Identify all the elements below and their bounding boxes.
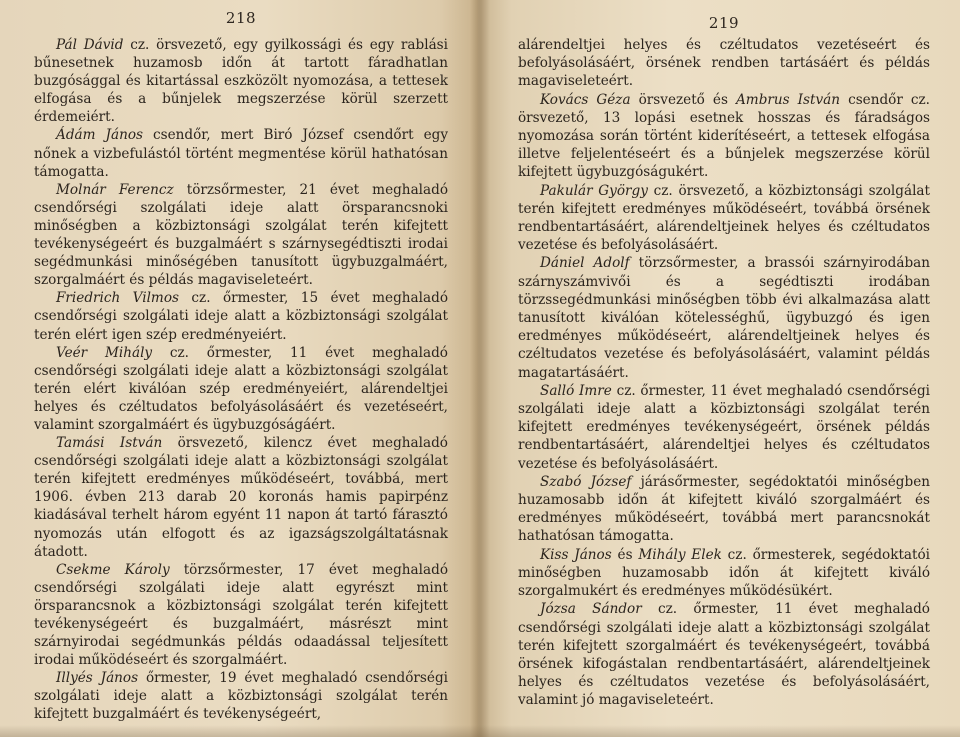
paragraph [34, 561, 448, 670]
paragraph-text: és [611, 546, 639, 563]
person-name: Ádám János [56, 127, 143, 144]
paragraph-text: örsvezető és [630, 91, 736, 108]
paragraph-text: cz. őrmester, 11 évet meghaladó csendőrségi szolgálati ideje alatt a közbiztonsági szolgálat terén elért kiválóan szép eredményeiért, alárendeltjei helyes és czéltudatos befolyásolásáért és vezetéseért, valamint szorgalmáért és ügybuzgóságáért. [34, 344, 448, 433]
paragraph [34, 434, 448, 561]
paragraph-text: cz. őrmester, 11 évet meghaladó csendőrségi szolgálati ideje alatt a közbiztonsági szolgálat terén kifejtett eredményes tevékenységeért, örsének példás rendbentartásáért, alárendeltjei helyes és czéltudatos vezetése és befolyásolásáért. [518, 382, 931, 472]
page-edge-shadow [478, 725, 960, 737]
right-page-text [518, 36, 930, 710]
paragraph [518, 600, 930, 709]
paragraph [34, 181, 448, 290]
paragraph [34, 344, 448, 434]
person-name: Friedrich Vilmos [56, 290, 179, 307]
paragraph-text: törzsőrmester, 21 évet meghaladó csendőrségi szolgálati ideje alatt örsparancsnoki minőségben a közbiztonsági szolgálat terén kifejtett tevékenységeért és buzgalmáért s szárnysegédtiszti irodai segédmunkási minőségében tanusított ügybuzgalmáért, szorgalmáért és példás magaviseleteért. [34, 181, 449, 289]
person-name: Dániel Adolf [540, 255, 630, 272]
paragraph [518, 91, 930, 182]
paragraph [518, 546, 930, 601]
person-name: Pakulár György [540, 182, 648, 199]
person-name: Ambrus István [735, 91, 841, 108]
paragraph-text: csendőr, mert Biró József csendőrt egy nőnek a vizbefulástól történt megmentése körül hathatósan támogatta. [34, 127, 448, 180]
person-name: Mihály Elek [638, 546, 722, 563]
right-page [478, 0, 960, 737]
paragraph-text: cz. örsvezető, a közbiztonsági szolgálat terén kifejtett eredményes működéseért, továbbá örsének rendbentartásáért, alárendeltjeinek helyes és czéltudatos vezetése és befolyásolásáért. [518, 182, 930, 254]
continuation-paragraph: alárendeltjei helyes és czéltudatos vezetéseért és befolyásolásáért, örsének rendben tartásáért és példás magaviseleteért. [518, 37, 930, 90]
paragraph [518, 254, 930, 381]
person-name: Szabó József [540, 473, 632, 490]
paragraph [518, 382, 930, 473]
page-number-left: 218 [225, 9, 257, 27]
page-number-right: 219 [708, 14, 740, 32]
person-name: Veér Mihály [56, 344, 153, 361]
paragraph [34, 36, 448, 126]
paragraph [518, 473, 930, 546]
paragraph-text: törzsőrmester, 17 évet meghaladó csendőrségi szolgálati ideje alatt egyrészt mint örsparancsnok a közbiztonsági szolgálat terén kifejtett tevékenységeért és buzgalmáért, másrészt mint szárnyirodai segédmunkás példás odaadással teljesített irodai működéseért és szorgalmáért. [34, 561, 448, 669]
paragraph-text: törzsőrmester, a brassói szárnyirodában szárnyszámvivői és a segédtiszti irodában törzssegédmunkási minőségben több évi alkalmazása alatt tanusított kiválóan kötelességhű, ügybuzgó és igen eredményes működéseért, alárendeltjeinek helyes és czéltudatos vezetése és befolyásolásáért, valamint példás magatartásáért. [518, 255, 930, 381]
person-name: Pál Dávid [56, 37, 124, 53]
person-name: Kovács Géza [540, 91, 631, 108]
person-name: Tamási István [56, 435, 163, 452]
person-name: Molnár Ferencz [56, 181, 174, 198]
person-name: Kiss János [540, 546, 612, 563]
person-name: Illyés János [56, 670, 139, 687]
paragraph-text: csendőr cz. örsvezető, 13 lopási esetnek hosszas és fáradságos nyomozása során történt kiderítéseért, a tettesek elfogása illetve feljelentéseért és a bűnjelek megszerzése körül kifejtett ügybuzgóságukért. [518, 91, 930, 181]
paragraph-text: cz. őrmesterek, segédoktatói minőségben huzamosabb időn át kifejtett kiváló szorgalmukért és eredményes működésükért. [518, 546, 931, 600]
paragraph-text: örsvezető, kilencz évet meghaladó csendőrségi szolgálati ideje alatt a közbiztonsági szolgálat terén kifejtett eredményes működéseért, továbbá, mert 1906. évben 213 darab 20 koronás hamis papirpénz kiadásával terhelt három egyént 11 napon át tartó fárasztó nyomozás után elfogott és az igazságszolgáltatásnak átadott. [34, 435, 448, 560]
person-name: Salló Imre [540, 382, 612, 399]
paragraph-text: őrmester, 19 évet meghaladó csendőrségi szolgálati ideje alatt a közbiztonsági szolgálat terén kifejtett buzgalmáért és tevékenységeért, [34, 670, 448, 723]
paragraph [34, 289, 448, 343]
person-name: Józsa Sándor [540, 601, 642, 618]
paragraph-text: járásőrmester, segédoktatói minőségben huzamosabb időn át kifejtett kiváló szorgalmáért és eredményes működéseért, továbbá mert parancsnokát hathatósan támogatta. [518, 473, 931, 545]
page-edge-shadow [0, 725, 478, 737]
paragraph-text: cz. örsvezető, egy gyilkossági és egy rablási bűnesetnek huzamosb időn át tartott fáradhatlan buzgósággal és kitartással eszközölt nyomozása, a tettesek elfogása és a bűnjelek megszerzése körül szerzett érdemeiért. [34, 37, 448, 126]
person-name: Csekme Károly [56, 561, 170, 578]
paragraph [34, 669, 448, 723]
left-page [0, 0, 478, 737]
paragraph [518, 182, 930, 255]
paragraph [34, 126, 448, 180]
left-page-text [34, 36, 448, 724]
paragraph-text: cz. őrmester, 11 évet meghaladó csendőrségi szolgálati ideje alatt a közbiztonsági szolgálat terén kifejtett szorgalmáért és tevékenységeért, továbbá örsének kifogástalan rendbentartásáért, alárendeltjeinek helyes és czéltudatos vezetése és befolyásolásáért, valamint jó magaviseleteért. [518, 601, 930, 709]
paragraph-text: cz. őrmester, 15 évet meghaladó csendőrségi szolgálati ideje alatt a közbiztonsági szolgálat terén elért igen szép eredményeiért. [34, 290, 448, 343]
